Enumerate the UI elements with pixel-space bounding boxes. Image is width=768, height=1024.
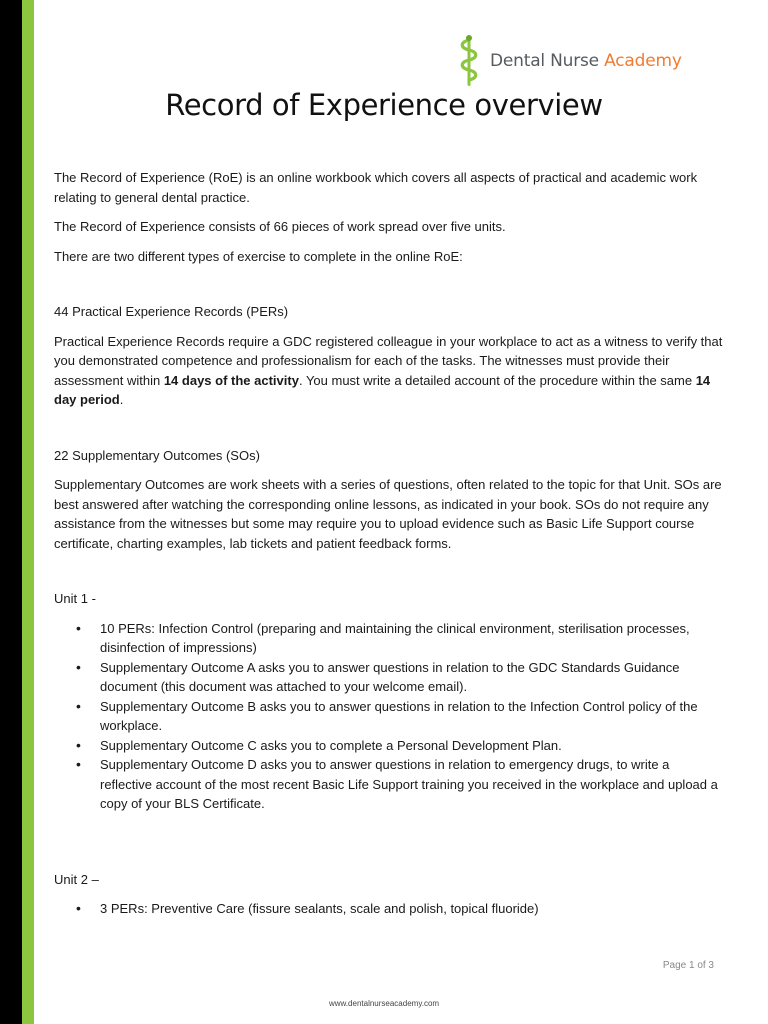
pers-paragraph: [54, 332, 724, 410]
document-page: [34, 0, 768, 1024]
unit1-item-2: • Supplementary Outcome A asks you to answer questions in relation to the GDC Standards Guidance document (this document was attached to your welcome email).: [54, 658, 724, 697]
unit2-heading: Unit 2 –: [54, 871, 99, 887]
intro-paragraph-3: There are two different types of exercise to complete in the online RoE:: [54, 248, 463, 264]
pers-text-2: . You must write a detailed account of the procedure within the same: [298, 372, 696, 388]
caduceus-icon: [458, 34, 480, 88]
unit2-list: [54, 899, 724, 919]
sos-heading: 22 Supplementary Outcomes (SOs): [54, 447, 260, 463]
unit1-item-1: • 10 PERs: Infection Control (preparing and maintaining the clinical environment, sterilisation processes, disinfection of impressions): [54, 619, 724, 658]
page-number: Page 1 of 3: [662, 960, 714, 971]
brand-name-dental: Dental Nurse: [490, 51, 599, 71]
pers-text-1: Practical Experience Records require a GDC registered colleague in your workplace to act as a witness to verify that you demonstrated competence and professionalism for each of the tasks. The witnesses must provide their assessment within: [54, 333, 723, 388]
document-body: [54, 168, 724, 919]
unit1-item-4: • Supplementary Outcome C asks you to complete a Personal Development Plan.: [54, 736, 724, 756]
pers-bold-2: 14 day period: [54, 372, 711, 407]
sos-paragraph: Supplementary Outcomes are work sheets with a series of questions, often related to the topic for that Unit. SOs are best answered after watching the corresponding online lessons, as indicated in your book. SOs do not require any assistance from the witnesses but some may require you to upload evidence such as Basic Life Support course certificate, charting examples, lab tickets and patient feedback forms.: [54, 477, 722, 551]
unit1-item-5: • Supplementary Outcome D asks you to answer questions in relation to emergency drugs, to write a reflective account of the most recent Basic Life Support training you received in the workplace and upload a copy of your BLS Certificate.: [54, 755, 724, 814]
pers-bold-1: 14 days of the activity: [163, 372, 299, 388]
left-edge-green-bar: [22, 0, 34, 1024]
unit1-item-3: • Supplementary Outcome B asks you to answer questions in relation to the Infection Control policy of the workplace.: [54, 697, 724, 736]
page-title: Record of Experience overview: [165, 88, 603, 122]
unit2-item-1: • 3 PERs: Preventive Care (fissure sealants, scale and polish, topical fluoride): [54, 899, 724, 919]
footer-url: www.dentalnurseacademy.com: [328, 999, 440, 1008]
brand-name: [490, 51, 682, 71]
unit1-list: [54, 619, 724, 814]
brand-name-academy: Academy: [604, 51, 682, 71]
pers-text-3: .: [119, 392, 124, 407]
intro-paragraph-1: The Record of Experience (RoE) is an online workbook which covers all aspects of practical and academic work relating to general dental practice.: [54, 170, 698, 205]
pers-heading: 44 Practical Experience Records (PERs): [54, 304, 289, 319]
brand-logo: [458, 34, 682, 88]
left-edge-black-bar: [0, 0, 22, 1024]
intro-paragraph-2: The Record of Experience consists of 66 pieces of work spread over five units.: [54, 219, 506, 234]
unit1-heading: Unit 1 -: [54, 591, 96, 606]
